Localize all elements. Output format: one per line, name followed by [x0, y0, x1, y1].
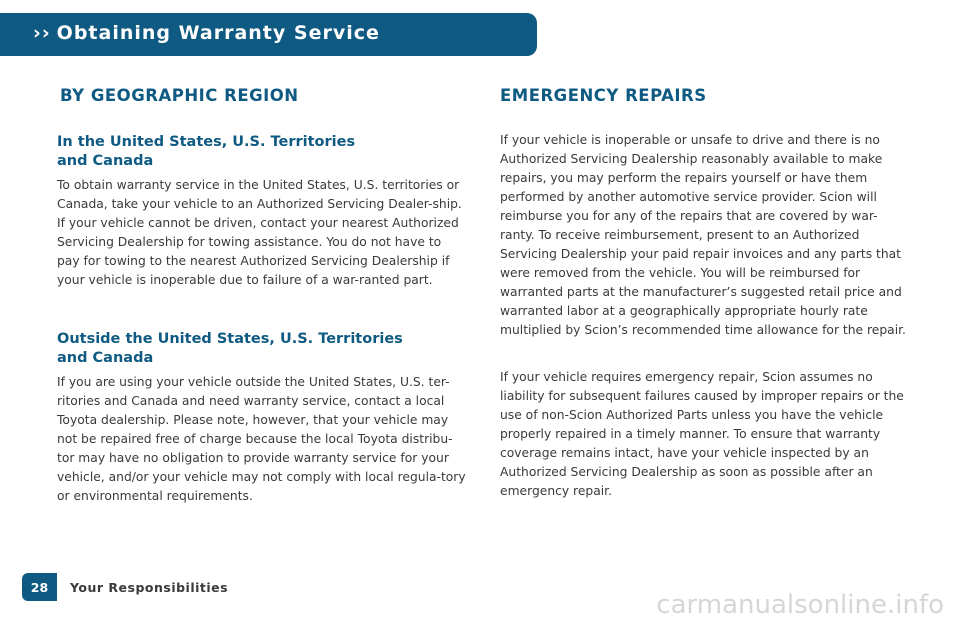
paragraph-emergency-repairs-2: If your vehicle requires emergency repair, Scion assumes no liability for subsequent failures caused by improper repairs or the use of non-Scion Authorized Parts unless you have the vehicle properly repaired in a timely manner. To ensure that warranty coverage remains intact, have your vehicle inspected by an Authorized Servicing Dealership as soon as possible after an emergency repair.	[500, 370, 904, 498]
subheading-us-territories-canada	[57, 133, 477, 171]
page-title-text: Obtaining Warranty Service	[56, 22, 380, 44]
paragraph-us-warranty-service: To obtain warranty service in the United States, U.S. territories or Canada, take your vehicle to an Authorized Servicing Dealer-ship. If your vehicle cannot be driven, contact your nearest Authorized Servicing Dealership for towing assistance. You do not have to pay for towing to the nearest Authorized Servicing Dealership if your vehicle is inoperable due to failure of a war-ranted part.	[57, 178, 462, 287]
subheading-line: and Canada	[57, 153, 154, 169]
page-number-badge: 28	[22, 573, 57, 601]
paragraph-outside-us-warranty: If you are using your vehicle outside the United States, U.S. ter-ritories and Canada and need warranty service, contact a local Toyota dealership. Please note, however, that your vehicle may not be repaired free of charge because the local Toyota distribu-tor may have no obligation to provide warranty service for your vehicle, and/or your vehicle may not comply with local regula-tory or environmental requirements.	[57, 375, 466, 503]
chevron-right-icon: ››	[33, 22, 51, 44]
section-heading-emergency-repairs: EMERGENCY REPAIRS	[500, 86, 707, 105]
section-heading-geographic-region: BY GEOGRAPHIC REGION	[60, 86, 299, 105]
footer-section-label: Your Responsibilities	[70, 580, 229, 595]
subheading-line: and Canada	[57, 350, 154, 366]
subheading-line: Outside the United States, U.S. Territories	[57, 331, 403, 347]
paragraph-emergency-repairs-1: If your vehicle is inoperable or unsafe to drive and there is no Authorized Servicing Dealership reasonably available to make repairs, you may perform the repairs yourself or have them performed by another automotive service provider. Scion will reimburse you for any of the repairs that are covered by war-ranty. To receive reimbursement, present to an Authorized Servicing Dealership your paid repair invoices and any parts that were removed from the vehicle. You will be reimbursed for warranted parts at the manufacturer’s suggested retail price and warranted labor at a geographically appropriate hourly rate multiplied by Scion’s recommended time allowance for the repair.	[500, 133, 906, 337]
page-title	[33, 22, 380, 44]
subheading-line: In the United States, U.S. Territories	[57, 134, 356, 150]
subheading-outside-us	[57, 330, 477, 368]
watermark: carmanualsonline.info	[656, 590, 944, 620]
